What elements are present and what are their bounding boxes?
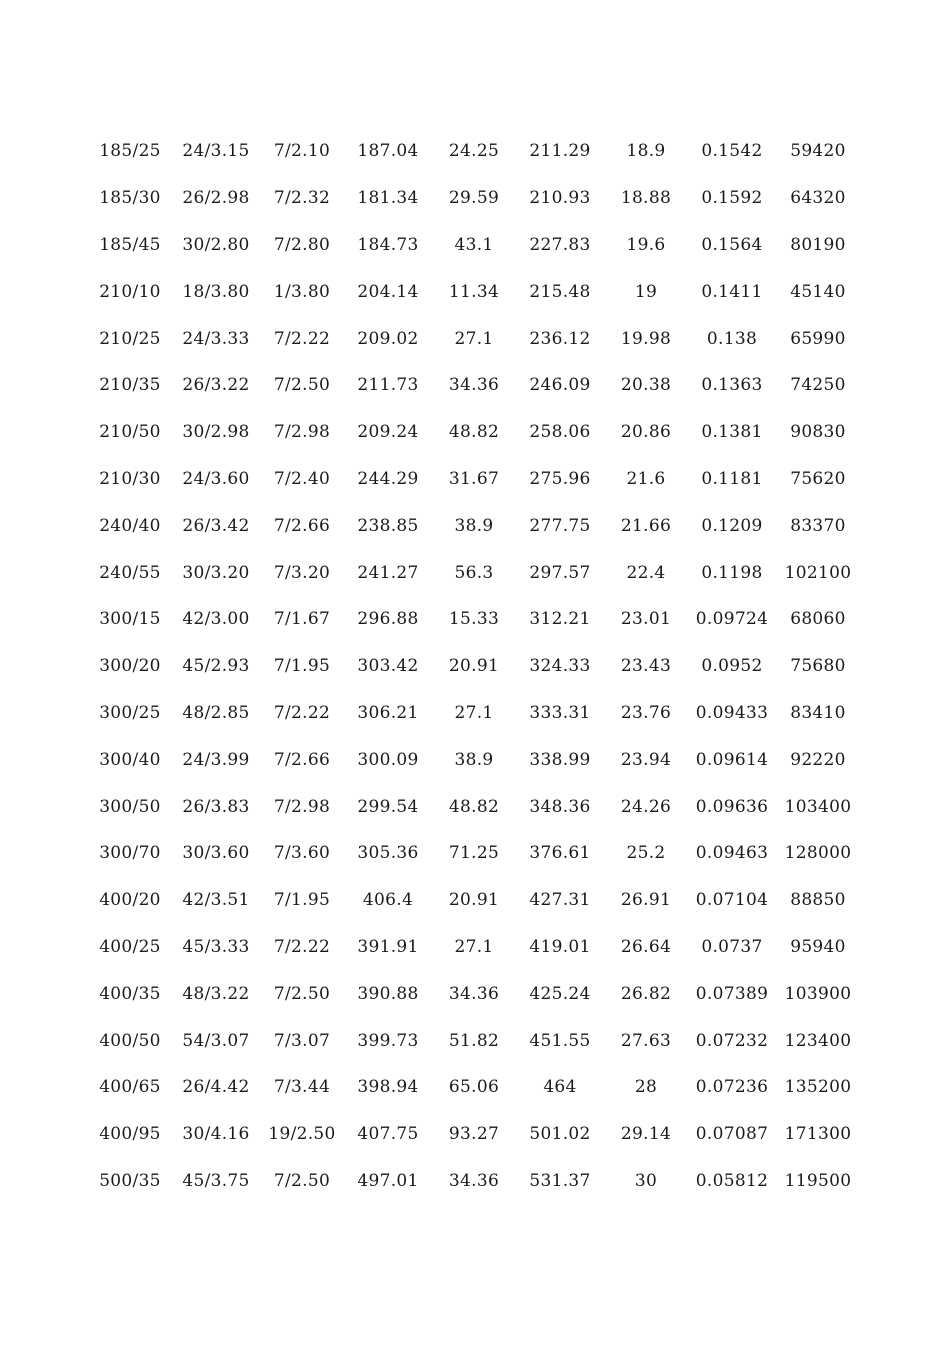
table-cell: 19/2.50 <box>268 1124 336 1145</box>
table-cell: 210/30 <box>99 468 161 489</box>
table-row <box>87 409 861 456</box>
table-cell: 23.76 <box>620 702 672 723</box>
table-cell: 103400 <box>784 796 852 817</box>
table-cell: 1/3.80 <box>273 281 331 302</box>
table-cell: 306.21 <box>357 702 419 723</box>
table-cell: 24.25 <box>448 141 500 162</box>
table-cell: 31.67 <box>448 468 500 489</box>
table-cell: 406.4 <box>362 890 414 911</box>
table-cell: 25.2 <box>626 843 666 864</box>
table-cell: 7/3.44 <box>273 1077 331 1098</box>
table-cell: 7/2.40 <box>273 468 331 489</box>
table-cell: 80190 <box>790 234 846 255</box>
table-cell: 28 <box>634 1077 658 1098</box>
table-cell: 427.31 <box>529 890 591 911</box>
table-cell: 102100 <box>784 562 852 583</box>
table-cell: 43.1 <box>454 234 494 255</box>
table-cell: 26.91 <box>620 890 672 911</box>
table-cell: 399.73 <box>357 1030 419 1051</box>
table-cell: 210.93 <box>529 188 591 209</box>
table-cell: 236.12 <box>529 328 591 349</box>
table-cell: 93.27 <box>448 1124 500 1145</box>
table-cell: 0.07087 <box>695 1124 769 1145</box>
table-cell: 275.96 <box>529 468 591 489</box>
table-cell: 348.36 <box>529 796 591 817</box>
table-cell: 7/2.10 <box>273 141 331 162</box>
table-cell: 24/3.15 <box>182 141 250 162</box>
table-cell: 0.07104 <box>695 890 769 911</box>
table-cell: 7/2.66 <box>273 749 331 770</box>
table-cell: 20.38 <box>620 375 672 396</box>
table-cell: 19 <box>634 281 658 302</box>
table-cell: 240/55 <box>99 562 161 583</box>
table-cell: 210/35 <box>99 375 161 396</box>
table-cell: 18.9 <box>626 141 666 162</box>
table-cell: 34.36 <box>448 375 500 396</box>
table-cell: 22.4 <box>626 562 666 583</box>
table-cell: 123400 <box>784 1030 852 1051</box>
table-cell: 0.0737 <box>701 936 763 957</box>
table-cell: 531.37 <box>529 1170 591 1191</box>
table-row <box>87 268 861 315</box>
table-cell: 7/1.67 <box>273 609 331 630</box>
table-cell: 30 <box>634 1170 658 1191</box>
table-cell: 7/2.50 <box>273 375 331 396</box>
table-cell: 103900 <box>784 983 852 1004</box>
table-row <box>87 456 861 503</box>
table-cell: 0.1198 <box>701 562 763 583</box>
table-cell: 30/4.16 <box>182 1124 250 1145</box>
table-cell: 7/2.66 <box>273 515 331 536</box>
table-cell: 83370 <box>790 515 846 536</box>
table-cell: 171300 <box>784 1124 852 1145</box>
table-row <box>87 362 861 409</box>
table-cell: 20.91 <box>448 890 500 911</box>
table-cell: 24/3.60 <box>182 468 250 489</box>
table-cell: 0.09463 <box>695 843 769 864</box>
table-cell: 26/3.42 <box>182 515 250 536</box>
table-cell: 501.02 <box>529 1124 591 1145</box>
table-cell: 34.36 <box>448 983 500 1004</box>
table-row <box>87 970 861 1017</box>
table-cell: 324.33 <box>529 656 591 677</box>
table-cell: 29.14 <box>620 1124 672 1145</box>
table-cell: 88850 <box>790 890 846 911</box>
table-cell: 210/50 <box>99 422 161 443</box>
table-cell: 75680 <box>790 656 846 677</box>
table-cell: 0.1181 <box>701 468 763 489</box>
table-cell: 45140 <box>790 281 846 302</box>
table-row <box>87 1017 861 1064</box>
table-cell: 38.9 <box>454 749 494 770</box>
table-cell: 11.34 <box>448 281 500 302</box>
table-cell: 400/20 <box>99 890 161 911</box>
table-cell: 26/3.22 <box>182 375 250 396</box>
table-cell: 376.61 <box>529 843 591 864</box>
table-cell: 54/3.07 <box>182 1030 250 1051</box>
table-cell: 90830 <box>790 422 846 443</box>
table-cell: 300/50 <box>99 796 161 817</box>
table-cell: 299.54 <box>357 796 419 817</box>
table-cell: 0.1209 <box>701 515 763 536</box>
table-body <box>87 128 861 1204</box>
table-cell: 400/35 <box>99 983 161 1004</box>
table-cell: 7/2.22 <box>273 702 331 723</box>
table-cell: 92220 <box>790 749 846 770</box>
table-cell: 227.83 <box>529 234 591 255</box>
table-cell: 23.43 <box>620 656 672 677</box>
table-cell: 300/25 <box>99 702 161 723</box>
table-cell: 181.34 <box>357 188 419 209</box>
table-cell: 0.07236 <box>695 1077 769 1098</box>
table-cell: 333.31 <box>529 702 591 723</box>
table-cell: 30/3.20 <box>182 562 250 583</box>
table-cell: 30/2.80 <box>182 234 250 255</box>
table-cell: 23.01 <box>620 609 672 630</box>
table-cell: 68060 <box>790 609 846 630</box>
table-cell: 0.09636 <box>695 796 769 817</box>
table-cell: 18.88 <box>620 188 672 209</box>
table-cell: 64320 <box>790 188 846 209</box>
table-cell: 7/2.50 <box>273 1170 331 1191</box>
table-cell: 7/3.07 <box>273 1030 331 1051</box>
table-cell: 59420 <box>790 141 846 162</box>
table-cell: 74250 <box>790 375 846 396</box>
table-cell: 338.99 <box>529 749 591 770</box>
table-cell: 407.75 <box>357 1124 419 1145</box>
table-cell: 277.75 <box>529 515 591 536</box>
table-cell: 398.94 <box>357 1077 419 1098</box>
table-cell: 19.6 <box>626 234 666 255</box>
table-cell: 48/3.22 <box>182 983 250 1004</box>
table-cell: 7/3.20 <box>273 562 331 583</box>
table-cell: 297.57 <box>529 562 591 583</box>
table-row <box>87 596 861 643</box>
table-cell: 27.63 <box>620 1030 672 1051</box>
table-cell: 27.1 <box>454 936 494 957</box>
table-cell: 42/3.51 <box>182 890 250 911</box>
table-cell: 241.27 <box>357 562 419 583</box>
table-cell: 0.07389 <box>695 983 769 1004</box>
table-cell: 45/3.75 <box>182 1170 250 1191</box>
table-cell: 23.94 <box>620 749 672 770</box>
table-cell: 185/25 <box>99 141 161 162</box>
table-cell: 0.1564 <box>701 234 763 255</box>
table-cell: 209.24 <box>357 422 419 443</box>
table-cell: 187.04 <box>357 141 419 162</box>
table-cell: 451.55 <box>529 1030 591 1051</box>
table-cell: 42/3.00 <box>182 609 250 630</box>
table-cell: 27.1 <box>454 702 494 723</box>
table-cell: 20.91 <box>448 656 500 677</box>
table-cell: 300/40 <box>99 749 161 770</box>
table-row <box>87 690 861 737</box>
table-cell: 83410 <box>790 702 846 723</box>
table-cell: 24/3.99 <box>182 749 250 770</box>
table-cell: 215.48 <box>529 281 591 302</box>
table-cell: 48.82 <box>448 422 500 443</box>
table-cell: 45/2.93 <box>182 656 250 677</box>
table-cell: 71.25 <box>448 843 500 864</box>
table-cell: 119500 <box>784 1170 852 1191</box>
table-cell: 0.1363 <box>701 375 763 396</box>
table-cell: 7/2.50 <box>273 983 331 1004</box>
table-cell: 464 <box>543 1077 577 1098</box>
table-cell: 185/30 <box>99 188 161 209</box>
table-cell: 26/2.98 <box>182 188 250 209</box>
table-cell: 75620 <box>790 468 846 489</box>
table-cell: 300/15 <box>99 609 161 630</box>
table-cell: 400/50 <box>99 1030 161 1051</box>
table-cell: 95940 <box>790 936 846 957</box>
table-cell: 65.06 <box>448 1077 500 1098</box>
table-cell: 7/2.98 <box>273 422 331 443</box>
table-cell: 296.88 <box>357 609 419 630</box>
table-cell: 26/4.42 <box>182 1077 250 1098</box>
table-cell: 246.09 <box>529 375 591 396</box>
table-cell: 30/2.98 <box>182 422 250 443</box>
table-row <box>87 128 861 175</box>
table-cell: 497.01 <box>357 1170 419 1191</box>
table-cell: 30/3.60 <box>182 843 250 864</box>
table-cell: 390.88 <box>357 983 419 1004</box>
table-cell: 211.73 <box>357 375 419 396</box>
table-row <box>87 1064 861 1111</box>
table-cell: 0.1381 <box>701 422 763 443</box>
conductor-spec-table <box>87 128 861 1204</box>
table-cell: 21.6 <box>626 468 666 489</box>
table-cell: 24.26 <box>620 796 672 817</box>
table-row <box>87 175 861 222</box>
table-cell: 48/2.85 <box>182 702 250 723</box>
table-row <box>87 877 861 924</box>
table-cell: 65990 <box>790 328 846 349</box>
table-cell: 0.1411 <box>701 281 763 302</box>
table-cell: 0.09724 <box>695 609 769 630</box>
table-cell: 15.33 <box>448 609 500 630</box>
table-cell: 419.01 <box>529 936 591 957</box>
table-cell: 210/10 <box>99 281 161 302</box>
table-row <box>87 1158 861 1205</box>
table-row <box>87 830 861 877</box>
table-cell: 391.91 <box>357 936 419 957</box>
table-cell: 425.24 <box>529 983 591 1004</box>
table-cell: 400/25 <box>99 936 161 957</box>
table-cell: 26.64 <box>620 936 672 957</box>
table-cell: 0.1542 <box>701 141 763 162</box>
table-cell: 34.36 <box>448 1170 500 1191</box>
table-row <box>87 549 861 596</box>
table-cell: 45/3.33 <box>182 936 250 957</box>
table-cell: 7/2.32 <box>273 188 331 209</box>
table-cell: 185/45 <box>99 234 161 255</box>
table-cell: 303.42 <box>357 656 419 677</box>
table-cell: 48.82 <box>448 796 500 817</box>
table-cell: 7/2.22 <box>273 936 331 957</box>
table-row <box>87 1111 861 1158</box>
table-cell: 7/2.22 <box>273 328 331 349</box>
table-row <box>87 315 861 362</box>
table-cell: 29.59 <box>448 188 500 209</box>
table-cell: 300.09 <box>357 749 419 770</box>
table-cell: 300/20 <box>99 656 161 677</box>
table-cell: 0.05812 <box>695 1170 769 1191</box>
table-cell: 204.14 <box>357 281 419 302</box>
table-cell: 0.07232 <box>695 1030 769 1051</box>
table-cell: 128000 <box>784 843 852 864</box>
table-cell: 500/35 <box>99 1170 161 1191</box>
table-cell: 238.85 <box>357 515 419 536</box>
table-cell: 244.29 <box>357 468 419 489</box>
table-row <box>87 924 861 971</box>
table-cell: 18/3.80 <box>182 281 250 302</box>
table-cell: 258.06 <box>529 422 591 443</box>
table-cell: 240/40 <box>99 515 161 536</box>
table-cell: 300/70 <box>99 843 161 864</box>
table-cell: 0.138 <box>706 328 758 349</box>
table-cell: 184.73 <box>357 234 419 255</box>
table-cell: 0.0952 <box>701 656 763 677</box>
table-cell: 7/1.95 <box>273 890 331 911</box>
table-cell: 7/2.80 <box>273 234 331 255</box>
table-cell: 26.82 <box>620 983 672 1004</box>
table-cell: 24/3.33 <box>182 328 250 349</box>
table-cell: 20.86 <box>620 422 672 443</box>
table-cell: 38.9 <box>454 515 494 536</box>
table-cell: 135200 <box>784 1077 852 1098</box>
table-row <box>87 502 861 549</box>
table-cell: 7/2.98 <box>273 796 331 817</box>
table-cell: 400/95 <box>99 1124 161 1145</box>
table-cell: 7/1.95 <box>273 656 331 677</box>
table-cell: 51.82 <box>448 1030 500 1051</box>
table-cell: 0.09433 <box>695 702 769 723</box>
table-cell: 400/65 <box>99 1077 161 1098</box>
table-cell: 7/3.60 <box>273 843 331 864</box>
table-cell: 56.3 <box>454 562 494 583</box>
table-row <box>87 222 861 269</box>
table-cell: 211.29 <box>529 141 591 162</box>
table-cell: 26/3.83 <box>182 796 250 817</box>
table-cell: 21.66 <box>620 515 672 536</box>
table-cell: 312.21 <box>529 609 591 630</box>
table-cell: 19.98 <box>620 328 672 349</box>
table-cell: 0.09614 <box>695 749 769 770</box>
table-row <box>87 643 861 690</box>
table-cell: 209.02 <box>357 328 419 349</box>
table-cell: 210/25 <box>99 328 161 349</box>
table-cell: 305.36 <box>357 843 419 864</box>
table-cell: 0.1592 <box>701 188 763 209</box>
table-row <box>87 736 861 783</box>
table-cell: 27.1 <box>454 328 494 349</box>
table-row <box>87 783 861 830</box>
